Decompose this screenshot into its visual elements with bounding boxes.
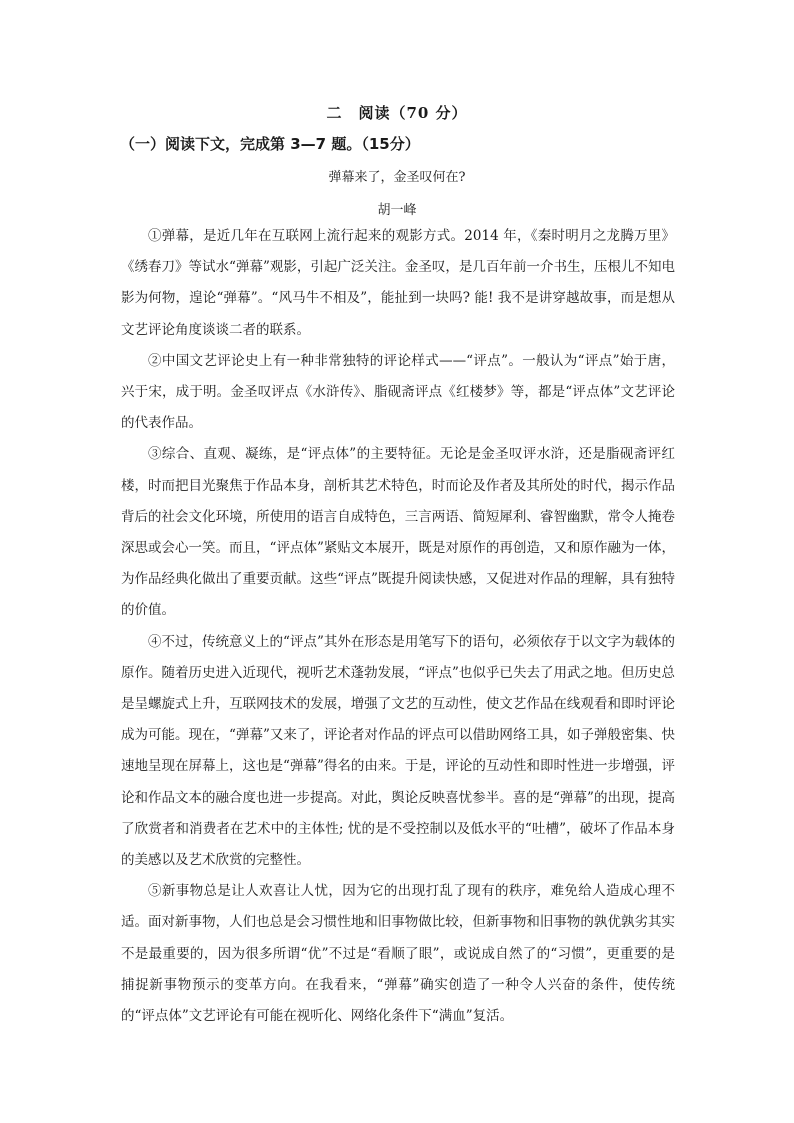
subsection-title: （一）阅读下文，完成第 3—7 题。（15分） — [120, 135, 420, 153]
article-author: 胡一峰 — [377, 203, 417, 218]
paragraph-4: ④不过，传统意义上的“评点”其外在形态是用笔写下的语句，必须依存于以文字为载体的原作。随着历史进入近现代，视听艺术蓬勃发展，“评点”也似乎已失去了用武之地。但历史总是呈螺旋式上升，互联网技术的发展，增强了文艺的互动性，使文艺作品在线观看和即时评论成为可能。现在，“弹幕”又来了，评论者对作品的评点可以借助网络工具，如子弹般密集、快速地呈现在屏幕上，这也是“弹幕”得名的由来。于是，评论的互动性和即时性进一步增强，评论和作品文本的融合度也进一步提高。对此，舆论反映喜忧参半。喜的是“弹幕”的出现，提高了欣赏者和消费者在艺术中的主体性; 忧的是不受控制以及低水平的“吐槽”，破坏了作品本身的美感以及艺术欣赏的完整性。 — [121, 633, 675, 869]
paragraph-1: ①弹幕，是近几年在互联网上流行起来的观影方式。2014 年，《秦时明月之龙腾万里》 《绣春刀》等试水“弹幕”观影，引起广泛关注。金圣叹，是几百年前一介书生，压根儿不知电影为何物，遑论“弹幕”。“风马牛不相及”，能扯到一块吗? 能! 我不是讲穿越故事，而是想从文艺评论角度谈谈二者的联系。 — [121, 228, 675, 338]
section-title: 二 阅读（70 分） — [326, 104, 468, 122]
article-body — [121, 221, 675, 1032]
paragraph-2: ②中国文艺评论史上有一种非常独特的评论样式——“评点”。一般认为“评点”始于唐，兴于宋，成于明。金圣叹评点《水浒传》、脂砚斋评点《红楼梦》等，都是“评点体”文艺评论的代表作品。 — [121, 352, 675, 432]
article-title: 弹幕来了，金圣叹何在? — [328, 170, 466, 185]
paragraph-3: ③综合、直观、凝练，是“评点体”的主要特征。无论是金圣叹评水浒，还是脂砚斋评红楼，时而把目光聚焦于作品本身，剖析其艺术特色，时而论及作者及其所处的时代，揭示作品背后的社会文化环境，所使用的语言自成特色，三言两语、简短犀利、睿智幽默，常令人掩卷深思或会心一笑。而且，“评点体”紧贴文本展开，既是对原作的再创造，又和原作融为一体，为作品经典化做出了重要贡献。这些“评点”既提升阅读快感，又促进对作品的理解，具有独特的价值。 — [121, 446, 675, 619]
paragraph-5: ⑤新事物总是让人欢喜让人忧，因为它的出现打乱了现有的秩序，难免给人造成心理不适。面对新事物，人们也总是会习惯性地和旧事物做比较，但新事物和旧事物的孰优孰劣其实不是最重要的，因为很多所谓“优”不过是“看顺了眼”，或说成自然了的“习惯”，更重要的是捕捉新事物预示的变革方向。在我看来，“弹幕”确实创造了一种令人兴奋的条件，使传统的“评点体”文艺评论有可能在视听化、网络化条件下“满血”复活。 — [121, 883, 675, 1025]
